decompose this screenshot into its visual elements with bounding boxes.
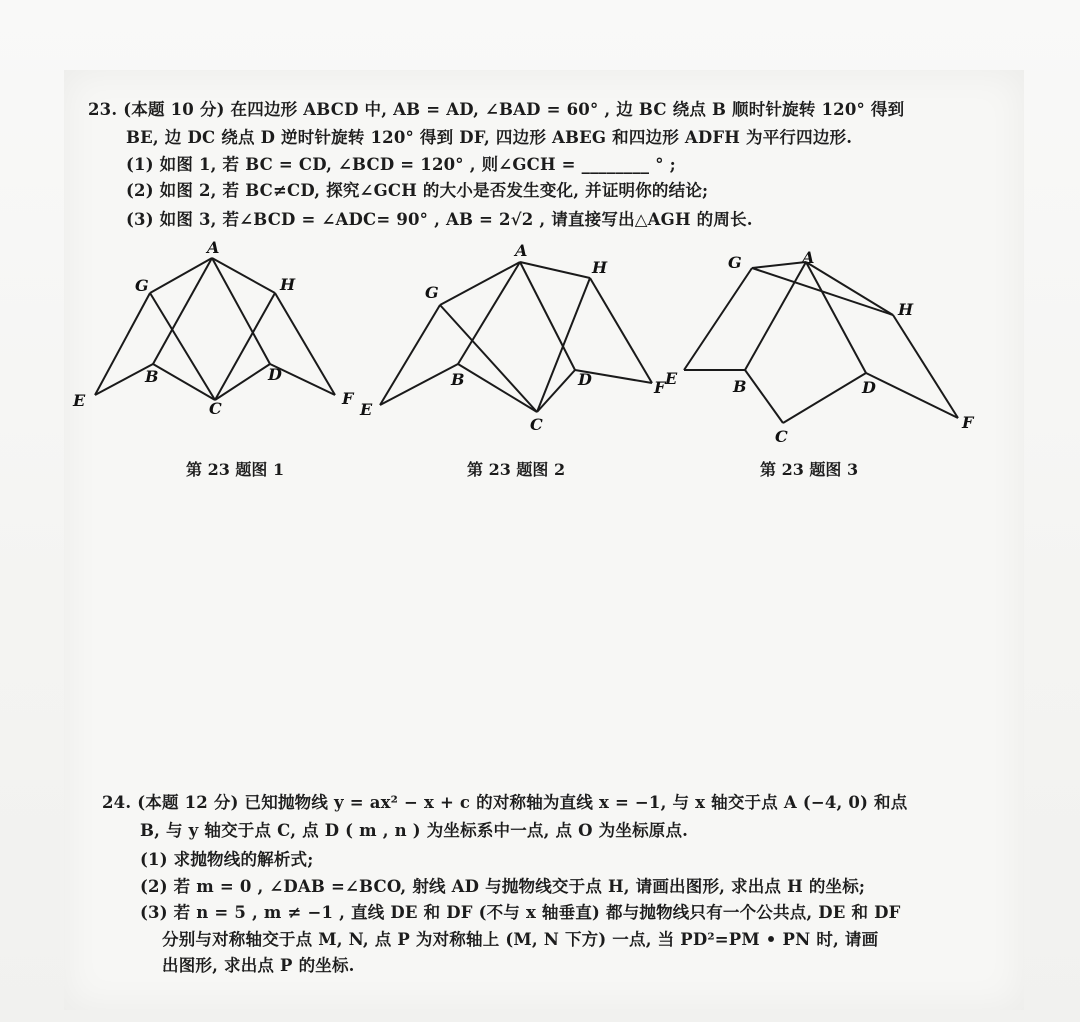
figure-1 <box>72 238 355 418</box>
q23-part-2: (2) 如图 2, 若 BC≠CD, 探究∠GCH 的大小是否发生变化, 并证明你的结论; <box>126 181 709 200</box>
fig2-label-C: C <box>530 415 543 434</box>
fig1-label-G: G <box>135 276 149 295</box>
fig2-label-G: G <box>425 283 439 302</box>
q23-part-3: (3) 如图 3, 若∠BCD = ∠ADC= 90° , AB = 2√2 , 请直接写出△AGH 的周长. <box>126 210 753 229</box>
q24-stem-line-2: B, 与 y 轴交于点 C, 点 D ( m , n ) 为坐标系中一点, 点 O 为坐标原点. <box>140 821 689 840</box>
fig2-label-A: A <box>515 241 528 260</box>
fig1-label-A: A <box>207 238 220 257</box>
fig3-label-C: C <box>775 427 788 446</box>
figure-3 <box>664 248 975 446</box>
fig2-label-B: B <box>451 370 465 389</box>
figure-3-caption: 第 23 题图 3 <box>760 460 859 479</box>
fig2-label-D: D <box>578 370 592 389</box>
fig3-label-A: A <box>802 248 815 267</box>
fig3-label-G: G <box>728 253 742 272</box>
q23-stem-line-1: 23. (本题 10 分) 在四边形 ABCD 中, AB = AD, ∠BAD = 60° , 边 BC 绕点 B 顺时针旋转 120° 得到 <box>88 100 905 119</box>
fig3-label-D: D <box>862 378 876 397</box>
fig3-label-F: F <box>962 413 974 432</box>
q24-part-2: (2) 若 m = 0 , ∠DAB =∠BCO, 射线 AD 与抛物线交于点 H, 请画出图形, 求出点 H 的坐标; <box>140 877 866 896</box>
fig2-label-H: H <box>592 258 608 277</box>
fig1-label-C: C <box>209 399 222 418</box>
fig2-label-E: E <box>360 400 373 419</box>
fig1-label-F: F <box>342 389 354 408</box>
fig3-label-E: E <box>665 369 678 388</box>
fig1-label-B: B <box>145 367 159 386</box>
fig3-label-B: B <box>733 377 747 396</box>
fig3-label-H: H <box>898 300 914 319</box>
fig1-label-E: E <box>73 391 86 410</box>
fig1-label-H: H <box>280 275 296 294</box>
fig2-label-F: F <box>654 378 666 397</box>
fig1-label-D: D <box>268 365 282 384</box>
q23-part-1: (1) 如图 1, 若 BC = CD, ∠BCD = 120° , 则∠GCH = ________ ° ; <box>126 155 676 174</box>
q24-part-3-line-1: (3) 若 n = 5 , m ≠ −1 , 直线 DE 和 DF (不与 x 轴垂直) 都与抛物线只有一个公共点, DE 和 DF <box>140 903 901 922</box>
q23-stem-line-2: BE, 边 DC 绕点 D 逆时针旋转 120° 得到 DF, 四边形 ABEG 和四边形 ADFH 为平行四边形. <box>126 128 853 147</box>
q24-part-3-line-3: 出图形, 求出点 P 的坐标. <box>162 956 355 975</box>
figure-1-caption: 第 23 题图 1 <box>186 460 285 479</box>
q24-part-1: (1) 求抛物线的解析式; <box>140 850 314 869</box>
figure-2-caption: 第 23 题图 2 <box>467 460 566 479</box>
figure-2 <box>359 241 667 434</box>
q23-figures <box>0 0 1080 480</box>
q24-stem-line-1: 24. (本题 12 分) 已知抛物线 y = ax² − x + c 的对称轴为直线 x = −1, 与 x 轴交于点 A (−4, 0) 和点 <box>102 793 908 812</box>
q24-part-3-line-2: 分别与对称轴交于点 M, N, 点 P 为对称轴上 (M, N 下方) 一点, 当 PD²=PM • PN 时, 请画 <box>162 930 879 949</box>
